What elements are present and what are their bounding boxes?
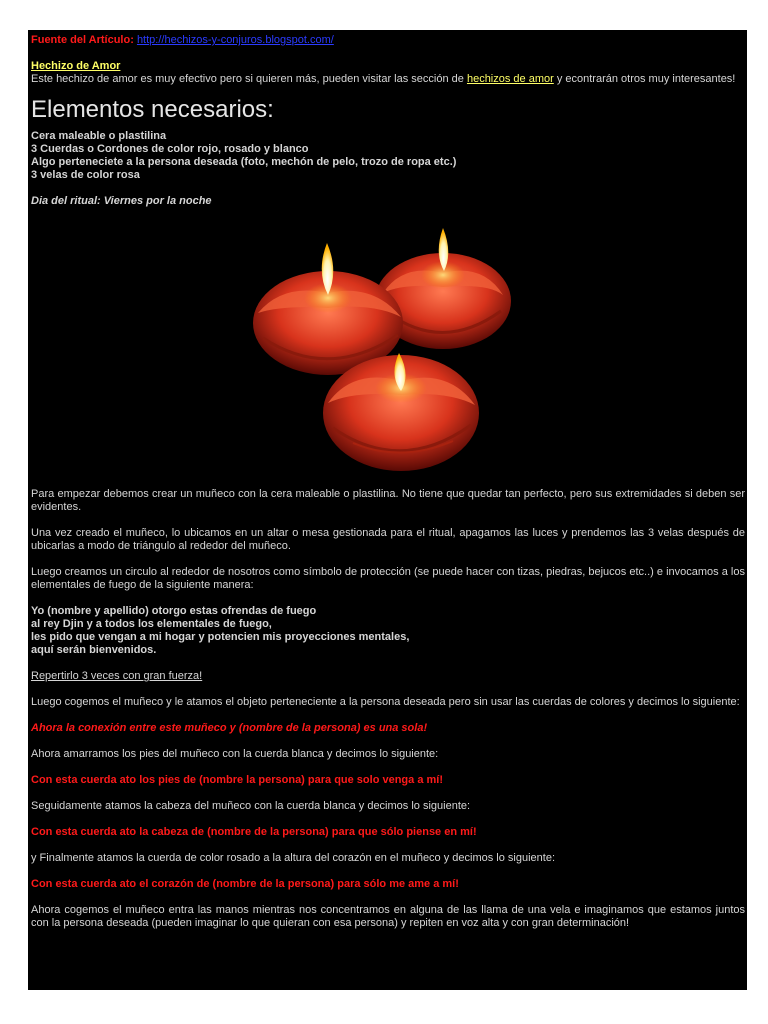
source-line [31,34,745,47]
paragraph-3: Luego creamos un circulo al rededor de nosotros como símbolo de protección (se puede hacer con tizas, piedras, bejucos etc..) e invocamos a los elementales de fuego de la siguiente manera: [31,566,745,591]
paragraph-1: Para empezar debemos crear un muñeco con la cera maleable o plastilina. No tiene que quedar tan perfecto, pero sus extremidades si deben ser evidentes. [31,488,745,513]
paragraph-2: Una vez creado el muñeco, lo ubicamos en un altar o mesa gestionada para el ritual, apagamos las luces y prendemos las 3 velas después de ubicarlas a modo de triángulo al rededor del muñeco. [31,527,745,552]
chant-4: Con esta cuerda ato el corazón de (nombre de la persona) para sólo me ame a mí! [31,878,459,890]
paragraph-5: Ahora amarramos los pies del muñeco con la cuerda blanca y decimos lo siguiente: [31,748,439,760]
repeat-note: Repertirlo 3 veces con gran fuerza! [31,670,203,682]
document-page [28,30,747,990]
chant-2: Con esta cuerda ato los pies de (nombre la persona) para que solo venga a mí! [31,774,443,786]
source-link[interactable]: http://hechizos-y-conjuros.blogspot.com/ [136,34,334,46]
intro-text-after: y econtrarán otros muy interesantes! [553,73,736,85]
intro-title-line [31,60,745,73]
material-item: Algo perteneciete a la persona deseada (foto, mechón de pelo, trozo de ropa etc.) [31,156,457,168]
rose-candles-photo [253,213,523,478]
elements-heading: Elementos necesarios: [31,96,274,123]
chant-1: Ahora la conexión entre este muñeco y (nombre de la persona) es una sola! [31,722,428,734]
love-spells-link[interactable]: hechizos de amor [466,73,554,85]
invocation-line: aquí serán bienvenidos. [31,644,157,656]
invocation-block [31,605,745,657]
chant-3: Con esta cuerda ato la cabeza de (nombre de la persona) para que sólo piense en mí! [31,826,477,838]
paragraph-4: Luego cogemos el muñeco y le atamos el objeto perteneciente a la persona deseada pero sin usar las cuerdas de colores y decimos lo siguiente: [31,696,740,708]
material-item: 3 Cuerdas o Cordones de color rojo, rosado y blanco [31,143,309,155]
paragraph-8: Ahora cogemos el muñeco entra las manos mientras nos concentramos en alguna de las llama de una vela e imaginamos que estamos juntos con la persona deseada (pueden imaginar lo que quieran con esa persona) y repiten en voz alta y con gran determinación! [31,904,745,929]
material-item: Cera maleable o plastilina [31,130,167,142]
intro-text-before: Este hechizo de amor es muy efectivo pero si quieren más, pueden visitar las sección de [31,73,467,85]
ritual-day: Dia del ritual: Viernes por la noche [31,195,212,207]
invocation-line: Yo (nombre y apellido) otorgo estas ofrendas de fuego [31,605,317,617]
intro-paragraph [31,73,745,86]
invocation-line: les pido que vengan a mi hogar y potencien mis proyecciones mentales, [31,631,410,643]
paragraph-7: y Finalmente atamos la cuerda de color rosado a la altura del corazón en el muñeco y decimos lo siguiente: [31,852,556,864]
paragraph-6: Seguidamente atamos la cabeza del muñeco con la cuerda blanca y decimos lo siguiente: [31,800,471,812]
materials-list [31,130,745,182]
invocation-line: al rey Djin y a todos los elementales de fuego, [31,618,272,630]
intro-title-link[interactable]: Hechizo de Amor [31,60,121,72]
material-item: 3 velas de color rosa [31,169,140,181]
source-label: Fuente del Artículo: [31,34,134,46]
